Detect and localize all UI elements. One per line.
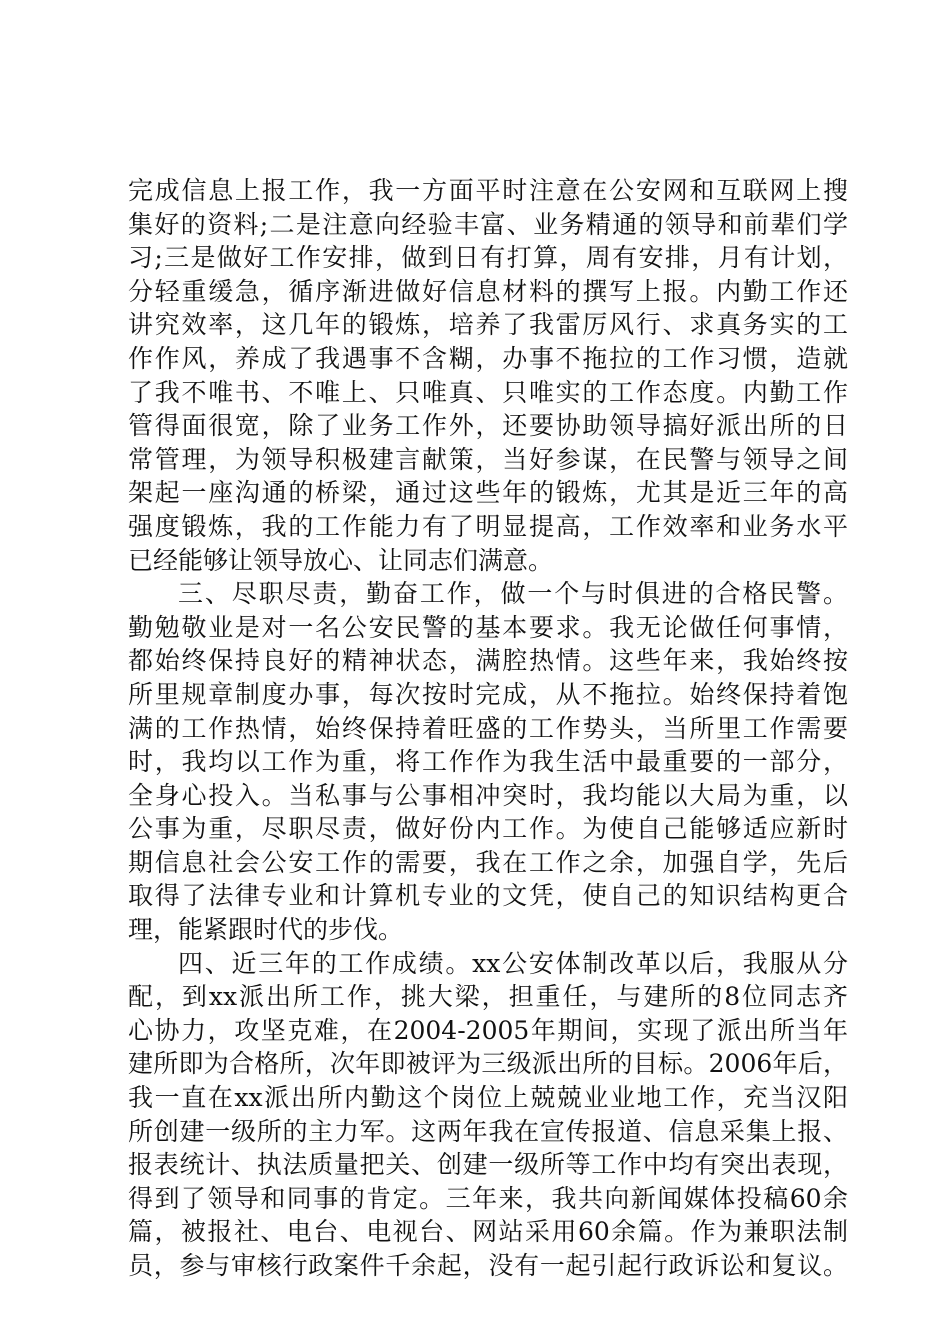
text-line: 全身心投入。当私事与公事相冲突时，我均能以大局为重，以 (128, 780, 848, 810)
text-line: 习;三是做好工作安排，做到日有打算，周有安排，月有计划， (128, 243, 848, 273)
text-line: 完成信息上报工作，我一方面平时注意在公安网和互联网上搜 (128, 176, 848, 205)
text-line: 已经能够让领导放心、让同志们满意。 (128, 545, 554, 575)
text-line: 了我不唯书、不唯上、只唯真、只唯实的工作态度。内勤工作 (128, 377, 848, 407)
text-line: 管得面很宽，除了业务工作外，还要协助领导搞好派出所的日 (128, 411, 848, 441)
text-line: 心协力，攻坚克难，在2004-2005年期间，实现了派出所当年 (128, 1015, 848, 1045)
text-line: 员，参与审核行政案件千余起，没有一起引起行政诉讼和复议。 (128, 1251, 848, 1280)
text-line: 配，到xx派出所工作，挑大梁，担重任，与建所的8位同志齐 (128, 982, 848, 1012)
text-line: 架起一座沟通的桥梁，通过这些年的锻炼，尤其是近三年的高 (128, 478, 848, 508)
text-line: 强度锻炼，我的工作能力有了明显提高，工作效率和业务水平 (128, 511, 848, 541)
text-line: 四、近三年的工作成绩。xx公安体制改革以后，我服从分 (178, 948, 848, 978)
document-body (128, 174, 848, 1283)
text-line: 集好的资料;二是注意向经验丰富、业务精通的领导和前辈们学 (128, 209, 848, 239)
text-line: 三、尽职尽责，勤奋工作，做一个与时俱进的合格民警。 (178, 579, 848, 609)
text-line: 期信息社会公安工作的需要，我在工作之余，加强自学，先后 (128, 847, 848, 877)
text-line: 所创建一级所的主力军。这两年我在宣传报道、信息采集上报、 (128, 1116, 848, 1146)
text-line: 理，能紧跟时代的步伐。 (128, 915, 404, 945)
text-line: 时，我均以工作为重，将工作作为我生活中最重要的一部分， (128, 747, 848, 777)
text-line: 我一直在xx派出所内勤这个岗位上兢兢业业地工作，充当汉阳 (128, 1083, 848, 1113)
text-line: 篇，被报社、电台、电视台、网站采用60余篇。作为兼职法制 (128, 1217, 848, 1247)
text-line: 作作风，养成了我遇事不含糊，办事不拖拉的工作习惯，造就 (128, 343, 848, 373)
text-line: 取得了法律专业和计算机专业的文凭，使自己的知识结构更合 (128, 881, 848, 911)
text-line: 满的工作热情，始终保持着旺盛的工作势头，当所里工作需要 (128, 713, 848, 743)
text-line: 都始终保持良好的精神状态，满腔热情。这些年来，我始终按 (128, 646, 848, 676)
text-line: 建所即为合格所，次年即被评为三级派出所的目标。2006年后， (128, 1049, 848, 1079)
text-line: 得到了领导和同事的肯定。三年来，我共向新闻媒体投稿60余 (128, 1183, 848, 1213)
text-line: 报表统计、执法质量把关、创建一级所等工作中均有突出表现， (128, 1150, 848, 1180)
text-line: 公事为重，尽职尽责，做好份内工作。为使自己能够适应新时 (128, 814, 848, 844)
text-line: 勤勉敬业是对一名公安民警的基本要求。我无论做任何事情， (128, 612, 848, 642)
text-line: 分轻重缓急，循序渐进做好信息材料的撰写上报。内勤工作还 (128, 276, 848, 306)
text-line: 讲究效率，这几年的锻炼，培养了我雷厉风行、求真务实的工 (128, 310, 848, 340)
text-line: 所里规章制度办事，每次按时完成，从不拖拉。始终保持着饱 (128, 679, 848, 709)
text-line: 常管理，为领导积极建言献策，当好参谋，在民警与领导之间 (128, 444, 848, 474)
